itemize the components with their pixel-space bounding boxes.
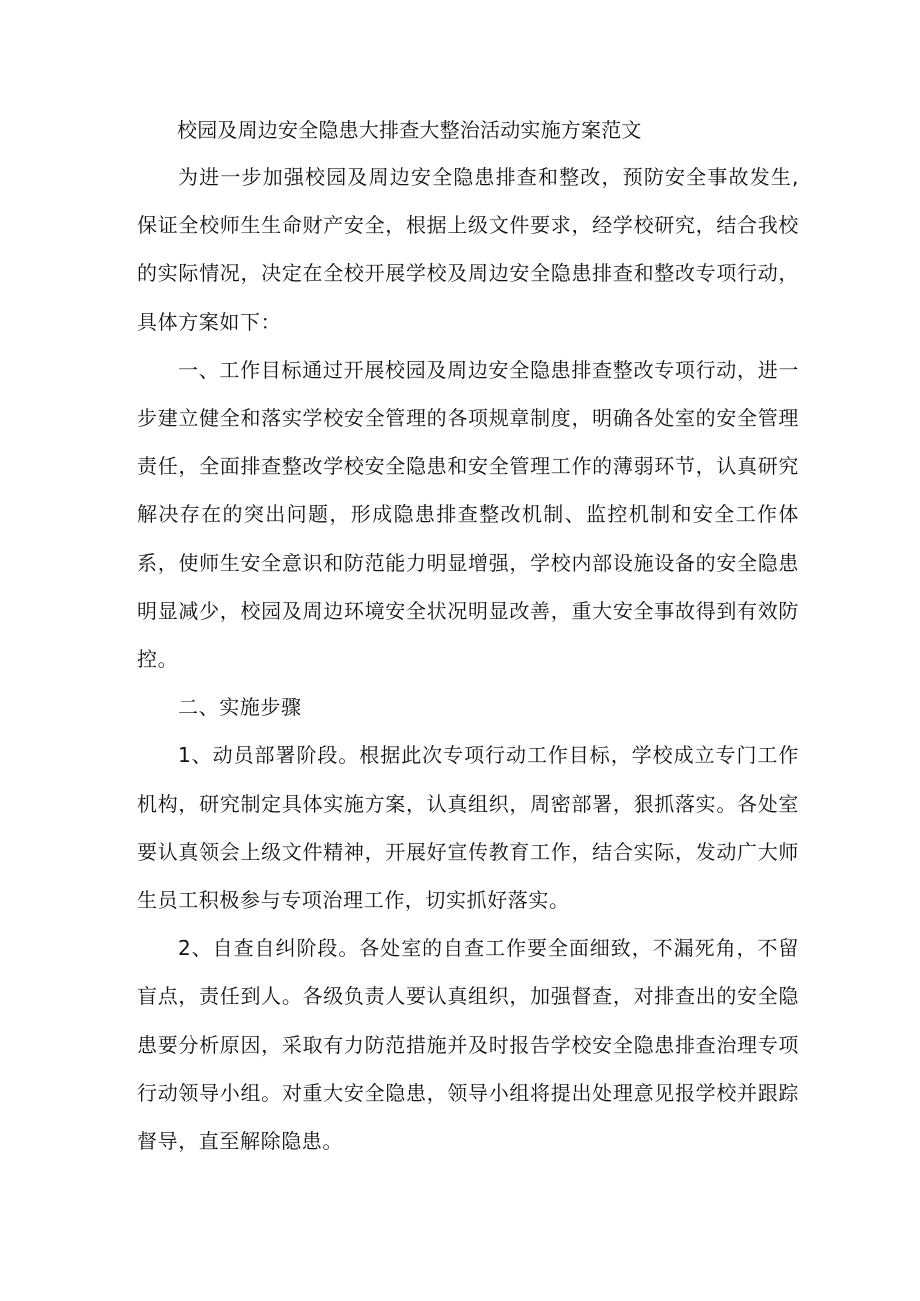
- paragraph-step-1: 1、动员部署阶段。根据此次专项行动工作目标，学校成立专门工作机构，研究制定具体实施方案，认真组织，周密部署，狠抓落实。各处室要认真领会上级文件精神，开展好宣传教育工作，结合实际，发动广大师生员工积极参与专项治理工作，切实抓好落实。: [137, 743, 799, 913]
- document-body: [137, 153, 799, 1165]
- document-title: 校园及周边安全隐患大排查大整治活动实施方案范文: [177, 118, 642, 142]
- paragraph-work-goal: 一、工作目标通过开展校园及周边安全隐患排查整改专项行动，进一步建立健全和落实学校安全管理的各项规章制度，明确各处室的安全管理责任，全面排查整改学校安全隐患和安全管理工作的薄弱环节，认真研究解决存在的突出问题，形成隐患排查整改机制、监控机制和安全工作体系，使师生安全意识和防范能力明显增强，学校内部设施设备的安全隐患明显减少，校园及周边环境安全状况明显改善，重大安全事故得到有效防控。: [137, 357, 799, 672]
- paragraph-intro: 为进一步加强校园及周边安全隐患排查和整改，预防安全事故发生,保证全校师生生命财产安全，根据上级文件要求，经学校研究，结合我校的实际情况，决定在全校开展学校及周边安全隐患排查和整改专项行动，具体方案如下：: [137, 165, 799, 334]
- paragraph-step-2: 2、自查自纠阶段。各处室的自查工作要全面细致，不漏死角，不留盲点，责任到人。各级负责人要认真组织，加强督查，对排查出的安全隐患要分析原因，采取有力防范措施并及时报告学校安全隐患排查治理专项行动领导小组。对重大安全隐患，领导小组将提出处理意见报学校并跟踪督导，直至解除隐患。: [137, 936, 799, 1154]
- section-heading-implementation-steps: 二、实施步骤: [178, 695, 302, 720]
